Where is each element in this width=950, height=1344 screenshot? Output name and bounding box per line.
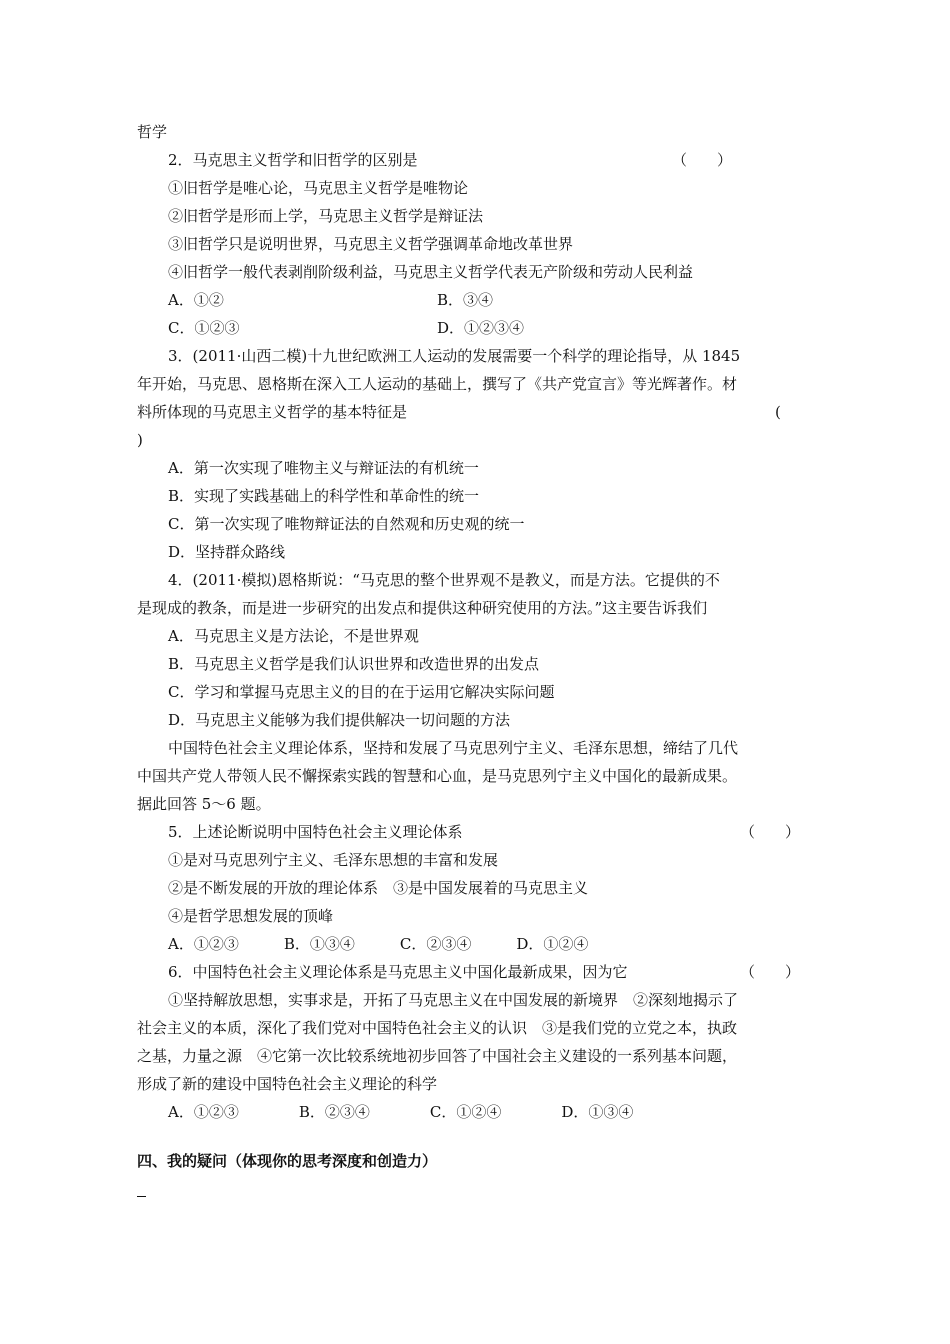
question-6-line: ①坚持解放思想，实事求是，开拓了马克思主义在中国发展的新境界 ②深刻地揭示了 <box>168 991 739 1009</box>
question-4-line: 4．(2011·模拟)恩格斯说：“马克思的整个世界观不是教义，而是方法。它提供的不 <box>168 571 720 589</box>
choice-d: D．坚持群众路线 <box>168 543 286 561</box>
choice-a: A．第一次实现了唯物主义与辩证法的有机统一 <box>168 459 479 477</box>
choice-row: A．①②③ B．①③④ C．②③④ D．①②④ <box>168 935 589 953</box>
option-line: ④是哲学思想发展的顶峰 <box>168 907 334 925</box>
text-line: 哲学 <box>137 123 168 141</box>
choice-a: A．马克思主义是方法论，不是世界观 <box>168 627 419 645</box>
material-line: 中国共产党人带领人民不懈探索实践的智慧和心血，是马克思列宁主义中国化的最新成果。 <box>137 767 738 785</box>
choice-row: A．①②③ B．②③④ C．①②④ D．①③④ <box>168 1103 634 1121</box>
question-4-line: 是现成的教条，而是进一步研究的出发点和提供这种研究使用的方法。”这主要告诉我们 <box>137 599 708 617</box>
answer-paren-close: ) <box>137 431 143 449</box>
question-6-line: 之基，力量之源 ④它第一次比较系统地初步回答了中国社会主义建设的一系列基本问题， <box>137 1047 738 1065</box>
choice-c: C．学习和掌握马克思主义的目的在于运用它解决实际问题 <box>168 683 555 701</box>
question-6-stem: 6．中国特色社会主义理论体系是马克思主义中国化最新成果，因为它 <box>168 963 628 981</box>
question-3-line: 3．(2011·山西二模)十九世纪欧洲工人运动的发展需要一个科学的理论指导，从 1845 <box>168 347 741 365</box>
question-3-line: 年开始，马克思、恩格斯在深入工人运动的基础上，撰写了《共产党宣言》等光辉著作。材 <box>137 375 738 393</box>
question-2 <box>168 150 858 170</box>
choice-row <box>168 290 858 310</box>
choice-a: A．①② <box>168 291 224 309</box>
choice-d: D．①②③④ <box>437 319 525 337</box>
answer-paren: （ ） <box>672 151 733 169</box>
question-6 <box>168 962 858 982</box>
answer-blank-line <box>137 1196 146 1197</box>
question-3-stem-end: 料所体现的马克思主义哲学的基本特征是 <box>137 403 408 421</box>
choice-c: C．第一次实现了唯物辩证法的自然观和历史观的统一 <box>168 515 525 533</box>
answer-paren: （ ） <box>740 823 801 841</box>
question-5-stem: 5．上述论断说明中国特色社会主义理论体系 <box>168 823 463 841</box>
option-line: ②是不断发展的开放的理论体系 ③是中国发展着的马克思主义 <box>168 879 589 897</box>
option-line: ③旧哲学只是说明世界，马克思主义哲学强调革命地改革世界 <box>168 235 574 253</box>
option-line: ①是对马克思列宁主义、毛泽东思想的丰富和发展 <box>168 851 499 869</box>
option-line: ②旧哲学是形而上学，马克思主义哲学是辩证法 <box>168 207 484 225</box>
question-6-line: 形成了新的建设中国特色社会主义理论的科学 <box>137 1075 438 1093</box>
question-6-line: 社会主义的本质，深化了我们党对中国特色社会主义的认识 ③是我们党的立党之本，执政 <box>137 1019 738 1037</box>
choice-b: B．③④ <box>437 291 494 309</box>
choice-c: C．①②③ <box>168 319 240 337</box>
answer-paren-open: ( <box>775 403 781 421</box>
option-line: ①旧哲学是唯心论，马克思主义哲学是唯物论 <box>168 179 469 197</box>
choice-b: B．实现了实践基础上的科学性和革命性的统一 <box>168 487 480 505</box>
choice-d: D．马克思主义能够为我们提供解决一切问题的方法 <box>168 711 511 729</box>
option-line: ④旧哲学一般代表剥削阶级利益，马克思主义哲学代表无产阶级和劳动人民利益 <box>168 263 694 281</box>
question-3-line <box>137 402 827 422</box>
choice-row <box>168 318 858 338</box>
question-2-stem: 2．马克思主义哲学和旧哲学的区别是 <box>168 151 418 169</box>
material-line: 据此回答 5～6 题。 <box>137 795 271 813</box>
material-line: 中国特色社会主义理论体系，坚持和发展了马克思列宁主义、毛泽东思想，缔结了几代 <box>168 739 739 757</box>
answer-paren: （ ） <box>740 963 801 981</box>
section-heading: 四、我的疑问（体现你的思考深度和创造力） <box>137 1152 438 1170</box>
question-5 <box>168 822 858 842</box>
choice-b: B．马克思主义哲学是我们认识世界和改造世界的出发点 <box>168 655 540 673</box>
